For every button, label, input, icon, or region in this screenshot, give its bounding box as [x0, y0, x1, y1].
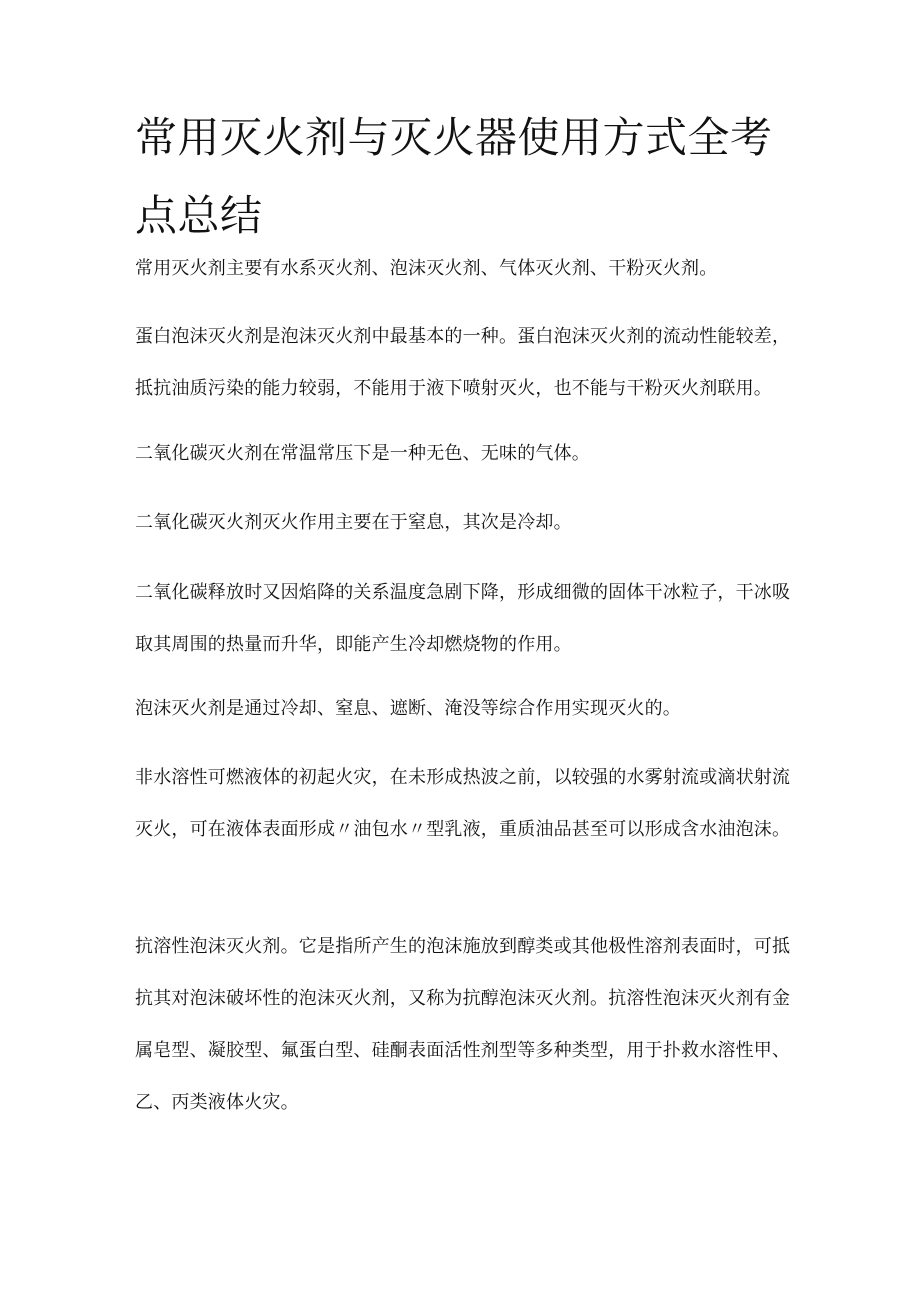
paragraph-foam-mechanism: 泡沫灭火剂是通过冷却、窒息、遮断、淹没等综合作用实现灭火的。 [135, 698, 681, 719]
paragraph-non-water-soluble-liquids: 非水溶性可燃液体的初起火灾，在未形成热波之前，以较强的水雾射流或滴状射流灭火，可在液体表面形成〃油包水〃型乳液，重质油品甚至可以形成含水油泡沫。 [135, 767, 791, 840]
paragraph-extinguishing-agents-types: 常用灭火剂主要有水系灭火剂、泡沫灭火剂、气体灭火剂、干粉灭火剂。 [135, 258, 718, 279]
document-title: 常用灭火剂与灭火器使用方式全考点总结 [135, 113, 773, 240]
paragraph-co2-properties: 二氧化碳灭火剂在常温常压下是一种无色、无味的气体。 [135, 443, 590, 464]
paragraph-alcohol-resistant-foam: 抗溶性泡沫灭火剂。它是指所产生的泡沫施放到醇类或其他极性溶剂表面时，可抵抗其对泡沫破坏性的泡沫灭火剂，又称为抗醇泡沫灭火剂。抗溶性泡沫灭火剂有金属皂型、凝胶型、氟蛋白型、硅酮表面活性剂型等多种类型，用于扑救水溶性甲、乙、丙类液体火灾。 [135, 936, 791, 1113]
paragraph-co2-mechanism: 二氧化碳灭火剂灭火作用主要在于窒息，其次是冷却。 [135, 512, 572, 533]
paragraph-co2-dry-ice: 二氧化碳释放时又因焰降的关系温度急剧下降，形成细微的固体干冰粒子，干冰吸取其周围的热量而升华，即能产生冷却燃烧物的作用。 [135, 582, 791, 655]
paragraph-protein-foam: 蛋白泡沫灭火剂是泡沫灭火剂中最基本的一种。蛋白泡沫灭火剂的流动性能较差，抵抗油质污染的能力较弱，不能用于液下喷射灭火，也不能与干粉灭火剂联用。 [135, 326, 791, 399]
